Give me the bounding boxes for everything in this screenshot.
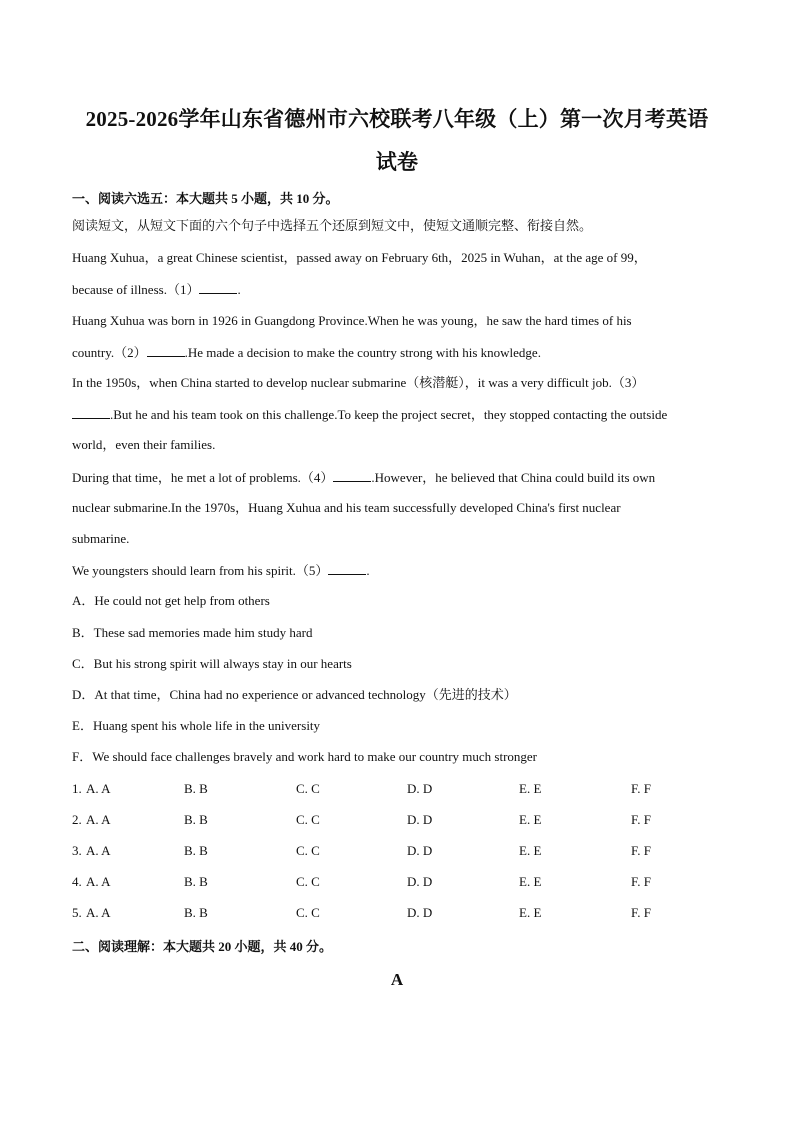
question-number: 5.	[72, 905, 82, 920]
option-f[interactable]: F. F	[631, 843, 651, 858]
answer-blank-3	[72, 406, 110, 419]
answer-row-3	[72, 843, 732, 859]
passage-line	[72, 281, 241, 298]
passage-line: submarine.	[72, 531, 130, 546]
choice-c: C．But his strong spirit will always stay in our hearts	[72, 656, 352, 671]
section-2-heading: 二、阅读理解：本大题共 20 小题，共 40 分。	[72, 939, 333, 954]
question-number: 2.	[72, 812, 82, 827]
passage-line: world，even their families.	[72, 437, 216, 452]
choice-d: D．At that time，China had no experience or advanced technology（先进的技术）	[72, 687, 517, 702]
option-f[interactable]: F. F	[631, 905, 651, 920]
option-c[interactable]: C. C	[296, 781, 320, 796]
exam-title-line2: 试卷	[375, 150, 419, 174]
option-c[interactable]: C. C	[296, 874, 320, 889]
option-b[interactable]: B. B	[184, 781, 208, 796]
option-d[interactable]: D. D	[407, 781, 433, 796]
passage-line	[72, 469, 655, 486]
answer-blank-4	[333, 469, 371, 482]
option-f[interactable]: F. F	[631, 812, 651, 827]
option-a[interactable]: A. A	[86, 812, 111, 827]
passage-text: because of illness.（1）	[72, 282, 200, 297]
option-d[interactable]: D. D	[407, 812, 433, 827]
passage-text: country.（2）	[72, 345, 147, 360]
option-e[interactable]: E. E	[519, 812, 542, 827]
passage-line: nuclear submarine.In the 1970s，Huang Xuhua and his team successfully developed China's first nuclear	[72, 500, 621, 515]
option-a[interactable]: A. A	[86, 905, 111, 920]
passage-text: .However，he believed that China could build its own	[371, 470, 656, 485]
answer-blank-5	[328, 562, 366, 575]
passage-label-a: A	[390, 970, 404, 989]
passage-text: .	[237, 282, 241, 297]
option-f[interactable]: F. F	[631, 781, 651, 796]
passage-line	[72, 406, 667, 423]
choice-e: E．Huang spent his whole life in the university	[72, 718, 321, 733]
answer-row-1	[72, 781, 732, 797]
passage-line: Huang Xuhua，a great Chinese scientist，passed away on February 6th，2025 in Wuhan，at the age of 99，	[72, 250, 647, 265]
option-c[interactable]: C. C	[296, 905, 320, 920]
exam-title-line1: 2025-2026学年山东省德州市六校联考八年级（上）第一次月考英语	[85, 107, 709, 131]
option-a[interactable]: A. A	[86, 874, 111, 889]
passage-text: .But he and his team took on this challenge.To keep the project secret，they stopped contacting the outside	[110, 407, 668, 422]
question-number: 1.	[72, 781, 82, 796]
option-e[interactable]: E. E	[519, 781, 542, 796]
section-1-heading: 一、阅读六选五：本大题共 5 小题，共 10 分。	[72, 191, 339, 206]
option-c[interactable]: C. C	[296, 812, 320, 827]
option-c[interactable]: C. C	[296, 843, 320, 858]
option-d[interactable]: D. D	[407, 843, 433, 858]
passage-line: Huang Xuhua was born in 1926 in Guangdong Province.When he was young，he saw the hard times of his	[72, 313, 632, 328]
option-e[interactable]: E. E	[519, 843, 542, 858]
choice-a: A．He could not get help from others	[72, 593, 270, 608]
option-a[interactable]: A. A	[86, 781, 111, 796]
option-d[interactable]: D. D	[407, 905, 433, 920]
answer-row-4	[72, 874, 732, 890]
question-number: 4.	[72, 874, 82, 889]
passage-text: During that time，he met a lot of problems.（4）	[72, 470, 334, 485]
passage-line	[72, 562, 370, 579]
option-d[interactable]: D. D	[407, 874, 433, 889]
option-b[interactable]: B. B	[184, 905, 208, 920]
passage-text: .He made a decision to make the country strong with his knowledge.	[184, 345, 541, 360]
answer-blank-1	[199, 281, 237, 294]
instruction-text: 阅读短文，从短文下面的六个句子中选择五个还原到短文中，使短文通顺完整、衔接自然。	[72, 218, 593, 233]
choice-b: B．These sad memories made him study hard	[72, 625, 313, 640]
passage-text: We youngsters should learn from his spirit.（5）	[72, 563, 329, 578]
option-f[interactable]: F. F	[631, 874, 651, 889]
option-b[interactable]: B. B	[184, 812, 208, 827]
answer-row-2	[72, 812, 732, 828]
option-b[interactable]: B. B	[184, 843, 208, 858]
option-e[interactable]: E. E	[519, 905, 542, 920]
question-number: 3.	[72, 843, 82, 858]
choice-f: F．We should face challenges bravely and work hard to make our country much stronger	[72, 749, 538, 764]
option-b[interactable]: B. B	[184, 874, 208, 889]
passage-text: .	[366, 563, 370, 578]
passage-line: In the 1950s，when China started to develop nuclear submarine（核潜艇），it was a very difficult job.（3）	[72, 375, 645, 390]
passage-line	[72, 344, 541, 361]
option-e[interactable]: E. E	[519, 874, 542, 889]
answer-blank-2	[147, 344, 185, 357]
answer-row-5	[72, 905, 732, 921]
option-a[interactable]: A. A	[86, 843, 111, 858]
